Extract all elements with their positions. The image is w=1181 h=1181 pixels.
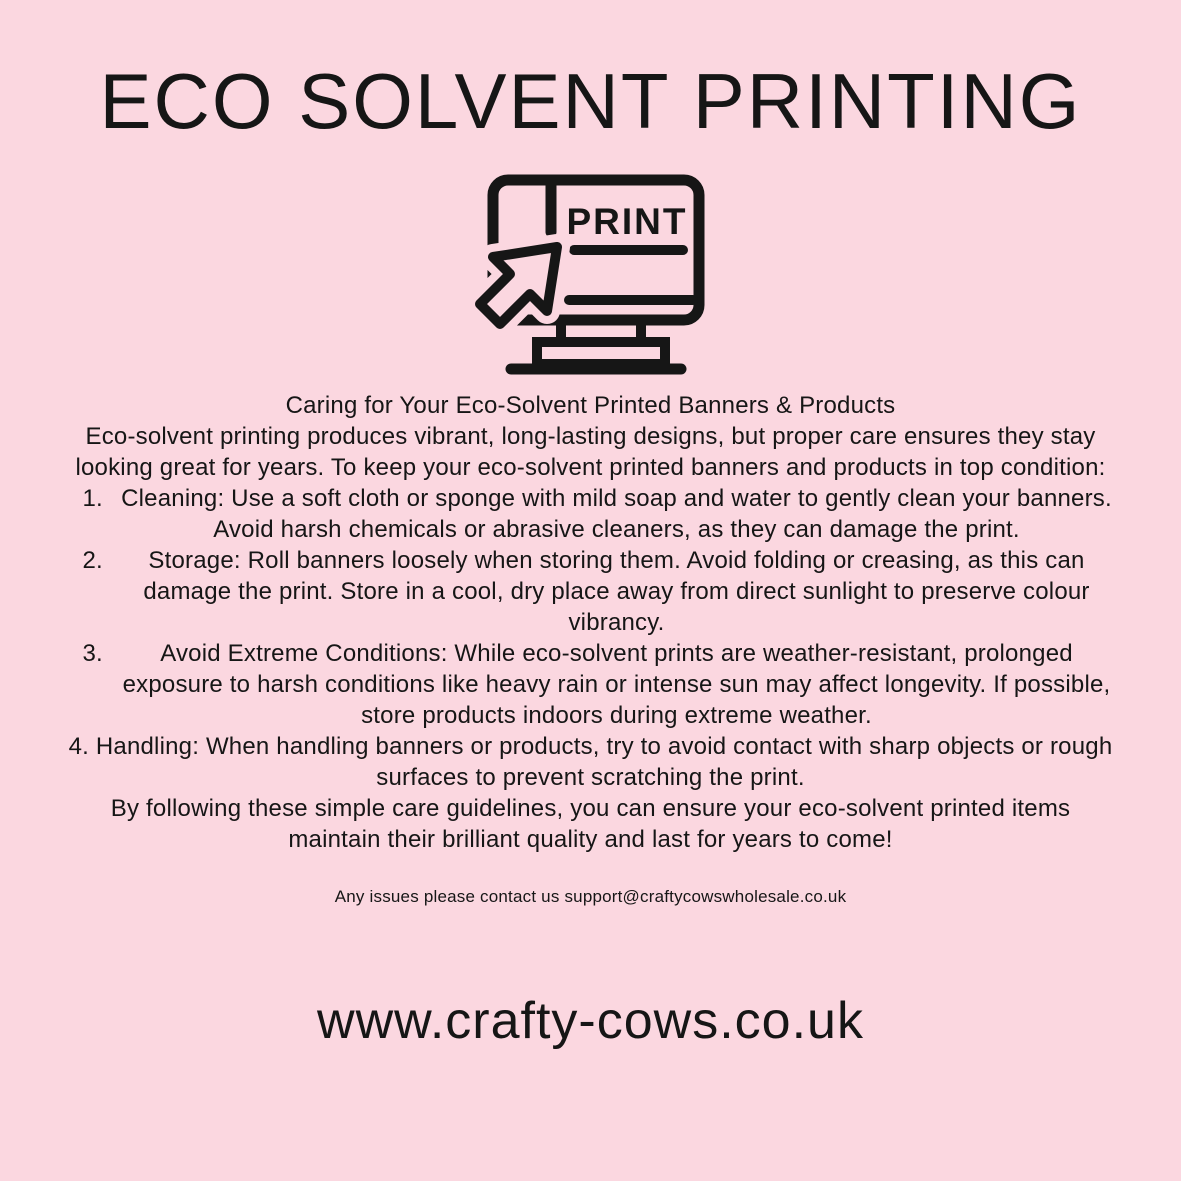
website-url: www.crafty-cows.co.uk (317, 992, 864, 1050)
list-item-cleaning (69, 483, 1113, 545)
print-label: PRINT (566, 201, 687, 242)
closing-paragraph: By following these simple care guidelines, you can ensure your eco-solvent printed items maintain their brilliant quality and last for years to come! (110, 795, 1071, 853)
list-item-text: Storage: Roll banners loosely when storing them. Avoid folding or creasing, as this can damage the print. Store in a cool, dry place away from direct sunlight to preserve colour vibrancy. (143, 547, 1090, 636)
list-marker: 2. (82, 547, 103, 574)
handling-paragraph: 4. Handling: When handling banners or products, try to avoid contact with sharp objects or rough surfaces to prevent scratching the print. (68, 733, 1113, 791)
print-monitor-icon-svg (459, 172, 723, 376)
list-item-text: Cleaning: Use a soft cloth or sponge with mild soap and water to gently clean your banners. Avoid harsh chemicals or abrasive cleaners, as they can damage the print. (121, 485, 1112, 543)
list-marker: 1. (82, 485, 103, 512)
cursor-arrow-icon (480, 247, 557, 324)
care-list (69, 483, 1113, 731)
page-title: ECO SOLVENT PRINTING (99, 57, 1082, 145)
list-marker: 3. (82, 640, 103, 667)
intro-paragraph: Eco-solvent printing produces vibrant, long-lasting designs, but proper care ensures they stay looking great for years. To keep your eco-solvent printed banners and products in top condition: (75, 423, 1106, 481)
list-item-extreme-conditions (69, 638, 1113, 731)
stand-base (537, 342, 665, 364)
care-instructions (69, 390, 1113, 855)
intro-heading: Caring for Your Eco-Solvent Printed Banners & Products (285, 392, 896, 419)
list-item-text: Avoid Extreme Conditions: While eco-solvent prints are weather-resistant, prolonged exposure to harsh conditions like heavy rain or intense sun may affect longevity. If possible, store products indoors during extreme weather. (122, 640, 1111, 729)
list-item-storage (69, 545, 1113, 638)
print-monitor-icon (459, 172, 723, 376)
contact-note: Any issues please contact us support@craftycowswholesale.co.uk (334, 887, 847, 906)
